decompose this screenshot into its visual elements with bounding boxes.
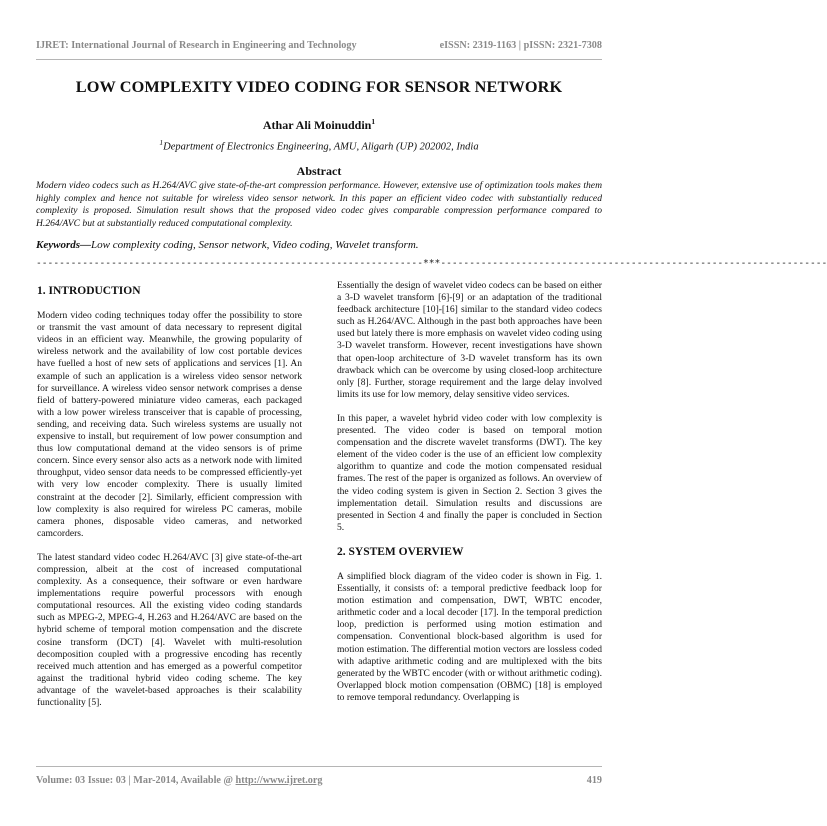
paragraph: A simplified block diagram of the video coder is shown in Fig. 1. Essentially, it consists of: a temporal predictive feedback loop for motion estimation and compensation, DWT, WBTC encoder, arithmetic coder and a local decoder [17]. In the temporal prediction loop, prediction is performed using motion estimation and compensation. Conventional block-based algorithm is used for motion estimation. The differential motion vectors are lossless coded with adaptive arithmetic coding and are multiplexed with the bits generated by the WBTC encoder (with or without arithmetic coding). Overlapped block motion compensation (OBMC) [18] is employed to remove temporal redundancy. Overlapping is <box>337 570 602 703</box>
paragraph: The latest standard video codec H.264/AVC [3] give state-of-the-art compression, albeit at the cost of increased computational complexity. As a consequence, their software or even hardware implementations require powerful processors with enough computational resources. All the existing video coding standards such as MPEG-2, MPEG-4, H.263 and H.264/AVC are based on the hybrid scheme of temporal motion compensation and the discrete cosine transform (DCT) [4]. Wavelet with multi-resolution decomposition coupled with a progressive encoding has recently received much attention and has emerged as a powerful competitor against the traditional hybrid video coding scheme. The key advantage of the wavelet-based approaches is their scalability functionality [5]. <box>37 551 302 708</box>
paper-title: LOW COMPLEXITY VIDEO CODING FOR SENSOR NETWORK <box>75 77 563 96</box>
section-heading-introduction: 1. INTRODUCTION <box>37 285 141 297</box>
paragraph: Modern video coding techniques today offer the possibility to store or transmit the vast amount of data necessary to represent digital videos in an efficient way. Meanwhile, the growing popularity of wireless network and the availability of low cost portable devices have fuelled a host of new sets of applications and services [1]. An example of such an application is a wireless video sensor network for surveillance. A wireless video sensor network comprises a dense field of battery-powered miniature video cameras, each packaged with a low power wireless transceiver that is capable of processing, sending, and receiving data. Such wireless systems are usually not expensive to install, but requirement of low power consumption and thus low computational demand at the video sensors is of prime concern. Since every sensor also acts as a network node with limited throughput, video sensor data needs to be compressed efficiently-yet with very low encoder complexity. There is usually limited constraint at the decoder [2]. Similarly, efficient compression with low complexity is also required for wireless PC cameras, mobile camera phones, disposable video cameras, and networked camcorders. <box>37 310 302 539</box>
keywords-line <box>36 239 602 251</box>
abstract-heading: Abstract <box>296 164 342 178</box>
footer-rule <box>36 766 602 767</box>
issn-info: eISSN: 2319-1163 | pISSN: 2321-7308 <box>439 40 602 51</box>
section-separator: -------------------------------------------------------------------***------------------------------------------------------------------- <box>36 258 827 269</box>
volume-info <box>36 775 323 786</box>
paragraph: In this paper, a wavelet hybrid video coder with low complexity is presented. The video coder is based on temporal motion compensation and the discrete wavelet transforms (DWT). The key element of the video coder is the use of an efficient low complexity algorithm to quantize and code the motion compensated residual frames. The rest of the paper is organized as follows. An overview of the video coding system is given in Section 2. Section 3 gives the implementation detail. Simulation results and discussions are presented in Section 4 and finally the paper is concluded in Section 5. <box>337 412 602 533</box>
left-column <box>37 280 302 721</box>
running-footer <box>36 775 602 786</box>
journal-name: IJRET: International Journal of Research in Engineering and Technology <box>36 40 357 51</box>
keywords-list: Low complexity coding, Sensor network, Video coding, Wavelet transform. <box>91 239 419 251</box>
author-superscript: 1 <box>371 117 376 126</box>
affiliation-line <box>0 138 638 153</box>
affiliation-superscript: 1 <box>159 138 164 147</box>
author-line <box>0 117 638 133</box>
affiliation: Department of Electronics Engineering, AMU, Aligarh (UP) 202002, India <box>163 141 479 153</box>
page-number: 419 <box>586 775 602 786</box>
section-heading-system-overview: 2. SYSTEM OVERVIEW <box>337 545 464 558</box>
paragraph: Essentially the design of wavelet video codecs can be based on either a 3-D wavelet transform [6]-[9] or an adaptation of the traditional feedback architecture [10]-[16] similar to the standard video codecs such as H.264/AVC. Although in the past both approaches have been used but lately there is more emphasis on wavelet video coding using 3-D wavelet transform. However, recent investigations have shown that open-loop architecture of 3-D wavelet transform has its own drawback which can be overcome by using closed-loop architecture only [8]. Further, storage requirement and the large delay involved limits its use for low memory, delay sensitive video services. <box>337 280 602 400</box>
abstract-text: Modern video codecs such as H.264/AVC give state-of-the-art compression performance. However, extensive use of optimization tools makes them highly complex and hence not suitable for wireless video sensor network. In this paper an efficient video codec with substantially reduced complexity is proposed. Simulation result shows that the proposed video codec gives comparable compression performance compared to H.264/AVC but at substantially reduced computational complexity. <box>36 180 602 229</box>
author-name: Athar Ali Moinuddin <box>262 118 372 132</box>
running-header <box>36 40 602 51</box>
keywords-label: Keywords— <box>36 239 91 251</box>
journal-url-link[interactable]: http://www.ijret.org <box>235 775 323 786</box>
right-column <box>337 280 602 716</box>
header-rule <box>36 59 602 60</box>
volume-text: Volume: 03 Issue: 03 | Mar-2014, Available @ <box>36 775 236 786</box>
